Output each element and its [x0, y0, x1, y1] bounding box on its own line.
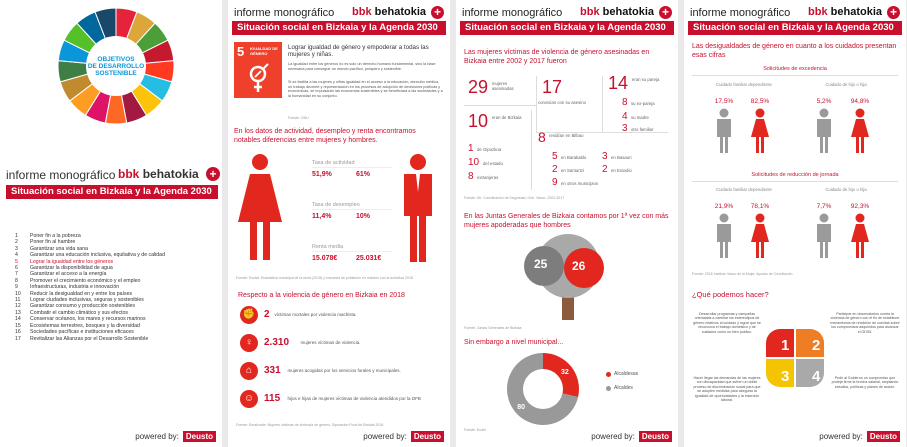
panel-subtitle: Situación social en Bizkaia y la Agenda 2030 [460, 21, 674, 35]
murder-stat-text: convivían con su asesino [538, 100, 587, 105]
murder-stat-text: del estado [483, 161, 503, 166]
sdg-text: Garantizar el acceso a la energía [30, 271, 107, 278]
deusto-logo: Deusto [639, 431, 672, 442]
woman-figure-icon [236, 152, 284, 262]
sdg-list-item [15, 336, 165, 342]
man-icon [715, 108, 733, 154]
plus-icon: + [887, 6, 900, 19]
legend-label: Alcaldesas [614, 371, 639, 377]
man-icon [815, 108, 833, 154]
report-label: informe monográfico [6, 168, 116, 182]
murder-stat-number: 2 [552, 164, 558, 175]
cover-panel [0, 0, 222, 447]
tree-icon [516, 232, 620, 320]
sdg-text: Garantizar consumo y producción sostenibles [30, 303, 135, 310]
section-activity-title: En los datos de actividad, desempleo y renta encontramos notables diferencias entre mujeres y hombres. [234, 128, 416, 144]
murder-stat-text: eran de Bizkaia [491, 115, 522, 120]
intro-p2: Si se facilita a las mujeres y niñas igualdad en el acceso a la educación, atención médica, un trabajo decente y representación en los procesos de adopción de decisiones políticas y económicas, se impulsarán las economías sostenibles y se beneficiará a las sociedades y a la humanidad en su conjunto. [288, 80, 443, 98]
man-icon [715, 213, 733, 259]
care-percent: 92,3% [850, 203, 870, 210]
sdg-number: 17 [15, 335, 21, 342]
action-text: Desarrollar programas y campañas orientadas a cambiar los estereotipos de género relativos al cuidado y lograr que se reconozca el trabajo doméstico y de cuidados como un bien público. [693, 312, 761, 334]
care-percent: 78,1% [750, 203, 770, 210]
legend-swatch [606, 386, 611, 391]
goal5-badge: 5 IGUALDAD DE GÉNERO [234, 42, 282, 98]
panel-care [684, 0, 906, 447]
cover-header [6, 166, 220, 184]
bbk-logo: bbk behatokia [118, 167, 199, 181]
sdg-text: Ecosistemas terrestres, bosques y la diversidad [30, 322, 140, 329]
murder-stat-number: 17 [542, 77, 563, 97]
action-number: 2 [812, 337, 821, 354]
panel-subtitle: Situación social en Bizkaia y la Agenda 2030 [232, 21, 446, 35]
care-percent: 5,2% [816, 98, 832, 105]
murder-stat-text: mujeres asesinadas [491, 81, 514, 91]
stat-women: 15.078€ [312, 255, 338, 262]
murders-source: Fuente: Dir. Coordinación de Seguridad, Gob. Vasco, 2002-2017 [464, 196, 565, 200]
sdg-text: Infraestructuras, industria e innovación [30, 284, 120, 291]
section-actions-title: ¿Qué podemos hacer? [692, 290, 769, 299]
sdg-text: Reducir la desigualdad en y entre los países [30, 290, 133, 297]
care-source: Fuente: 2018 Instituto Vasco de la Mujer, Ayudas de Conciliación [692, 272, 793, 276]
panel-activity [228, 0, 450, 447]
woman-figure [748, 98, 772, 159]
violence-text: víctimas mortales por violencia machista. [274, 312, 357, 317]
plus-icon: + [206, 167, 220, 181]
excedencia-title: Solicitudes de excedencia [763, 66, 827, 72]
municipal-source: Fuente: Eudel [464, 428, 486, 432]
fist-icon: ✊ [240, 306, 258, 324]
deusto-logo: Deusto [411, 431, 444, 442]
stat-label: Renta media [312, 244, 344, 250]
intro-p1: La igualdad entre los géneros no es solo un derecho humano fundamental, sino la base necesaria para conseguir un mundo pacífico, próspero y sostenible. [288, 62, 436, 71]
sdg-number: 1 [15, 233, 18, 239]
woman-icon [751, 213, 769, 259]
action-number: 4 [812, 368, 821, 385]
sdg-number: 6 [15, 265, 18, 272]
woman-figure [848, 98, 872, 159]
violence-text: hijos e hijas de mujeres víctimas de violencia atendidos por la DFB [287, 396, 421, 401]
stat-women: 51,9% [312, 171, 332, 178]
woman-icon [851, 108, 869, 154]
murder-stat-text: residían en Bilbao [549, 133, 584, 138]
murder-stat-text: su madre [631, 115, 649, 120]
murder-stat-number: 2 [602, 164, 608, 175]
plus-icon: + [431, 6, 444, 19]
murder-stat-number: 29 [468, 77, 489, 97]
woman-icon [851, 213, 869, 259]
action-number: 1 [781, 337, 790, 354]
murder-stat-text: de Gipuzkoa [477, 147, 502, 152]
intro-title: Lograr igualdad de género y empoderar a todas las mujeres y niñas. [288, 44, 429, 59]
murder-stat-text: extranjeras [477, 175, 499, 180]
sdg-text: Poner fin a la pobreza [30, 233, 81, 239]
sdg-text: Poner fin al hambre [30, 239, 76, 246]
stat-men: 10% [356, 213, 371, 220]
activity-source: Fuente: Eustat: Estadística municipal de la renta (2015) y encuesta de población en relación con la actividad 2018 [236, 276, 413, 280]
violence-text: mujeres víctimas de violencia. [300, 340, 361, 345]
venus-icon: ♀ [240, 334, 258, 352]
donut-value-label: 80 [517, 403, 526, 411]
murder-stat-text: en Barakaldo [561, 155, 587, 160]
sdg-number: 14 [15, 316, 21, 323]
violence-source: Fuente: Emakunde: Mujeres víctimas de violencia de género, Diputación Foral de Bizkaia 2018 [236, 423, 384, 427]
stat-label: Tasa de actividad [312, 160, 355, 166]
care-percent: 21,9% [714, 203, 734, 210]
murder-stat-text: otro familiar [631, 127, 654, 132]
exc-right-label: Cuidado de hijo o hija [825, 82, 867, 87]
legend-label: Alcaldes [614, 385, 633, 391]
care-percent: 82,5% [750, 98, 770, 105]
red-right-label: Cuidado de hijo o hija [825, 187, 867, 192]
sdg-number: 11 [15, 297, 21, 304]
plus-icon: + [659, 6, 672, 19]
exc-left-label: Cuidado familiar dependiente [716, 82, 772, 87]
murder-stat-number: 9 [552, 177, 558, 188]
sdg-number: 10 [15, 290, 21, 297]
panel-subtitle: Situación social en Bizkaia y la Agenda 2030 [688, 21, 902, 35]
panel-violence [456, 0, 678, 447]
action-text: Hacer llegar las demandas de las mujeres con discapacidad que sufren un doble proceso de discriminación social para que se adopten medidas para asegurar la igualdad de oportunidades y la inserción laboral. [693, 376, 761, 403]
murder-stat-text: en Erandio [611, 168, 632, 173]
murder-stat-number: 3 [602, 151, 608, 162]
murder-stat-text: su ex-pareja [631, 101, 655, 106]
men-count: 25 [534, 257, 548, 271]
sdg-number: 12 [15, 303, 21, 310]
sdg-number: 8 [15, 277, 18, 284]
murder-stat-number: 8 [538, 129, 546, 145]
woman-figure [848, 203, 872, 264]
footer: powered by: Deusto [591, 431, 672, 442]
violence-number: 115 [264, 393, 281, 404]
murder-stat-text: eran su pareja [631, 77, 660, 82]
murder-stat-number: 8 [468, 171, 474, 182]
sdg-number: 3 [15, 245, 18, 252]
sdg-text: Garantizar la disponibilidad de agua [30, 265, 113, 272]
man-figure [812, 203, 836, 264]
murder-stat-number: 1 [468, 143, 474, 154]
murder-stat-text: en Santurtzi [561, 168, 584, 173]
action-text: Pedir al Gobierno un compromiso que proteja firme la brecha salarial, ampliando estudios, políticas y planes de acción. [831, 376, 899, 389]
murder-stat-number: 3 [622, 123, 628, 134]
section-violence-title: Respecto a la violencia de género en Bizkaia en 2018 [238, 292, 405, 299]
shelter-icon: ⌂ [240, 362, 258, 380]
murder-stat-number: 8 [622, 97, 628, 108]
section-care-title: Las desigualdades de género en cuanto a los cuidados presentan esas cifras [692, 43, 897, 59]
stat-men: 25.031€ [356, 255, 382, 262]
man-figure [812, 98, 836, 159]
reduccion-title: Solicitudes de reducción de jornada [751, 172, 839, 178]
mayors-donut-chart [506, 352, 580, 426]
women-count: 26 [572, 259, 586, 273]
stat-label: Tasa de desempleo [312, 202, 360, 208]
sdg-number: 13 [15, 309, 21, 316]
stat-women: 11,4% [312, 213, 332, 220]
panel-header: informe monográfico bbk behatokia + [232, 4, 446, 22]
murder-stat-number: 14 [608, 73, 629, 93]
footer: powered by: Deusto [135, 431, 216, 442]
deusto-logo: Deusto [183, 431, 216, 442]
sdg-number: 9 [15, 284, 18, 291]
intro-source: Fuente: ONU [288, 116, 309, 120]
deusto-logo: Deusto [867, 431, 900, 442]
section-murders-title: Las mujeres víctimas de violencia de género asesinadas en Bizkaia entre 2002 y 2017 fueron [464, 49, 650, 65]
violence-number: 2 [264, 309, 270, 320]
woman-figure [748, 203, 772, 264]
woman-icon [751, 108, 769, 154]
man-figure [712, 98, 736, 159]
sdg-number: 7 [15, 271, 18, 278]
care-percent: 94,8% [850, 98, 870, 105]
violence-number: 2.310 [264, 337, 290, 348]
murder-stat-number: 10 [468, 111, 489, 131]
action-text: Participar en observatorios contra la violencia de género con el fin de establecer mecanismos de rendición de cuentas sobre los compromisos adquiridos para alcanzar el ODS5. [830, 312, 900, 334]
sdg-number: 2 [15, 239, 18, 246]
legend-swatch [606, 372, 611, 377]
section-juntas-title: En las Juntas Generales de Bizkaia contamos por 1ª vez con más mujeres apoderadas que hombres [464, 213, 669, 229]
murder-stat-number: 4 [622, 111, 628, 122]
gender-equality-icon [246, 62, 270, 94]
footer: powered by: Deusto [819, 431, 900, 442]
cover-subtitle: Situación social en Bizkaia y la Agenda 2030 [6, 185, 218, 199]
section-municipal-title: Sin embargo a nivel municipal... [464, 339, 564, 346]
murder-stat-number: 5 [552, 151, 558, 162]
donut-value-label: 32 [560, 369, 569, 377]
juntas-source: Fuente: Juntas Generales de Bizkaia [464, 326, 522, 330]
care-percent: 7,7% [816, 203, 832, 210]
sdg-number: 4 [15, 252, 18, 259]
sdg-text: Combatir el cambio climático y sus efectos [30, 309, 129, 316]
care-percent: 17,5% [714, 98, 734, 105]
man-figure [712, 203, 736, 264]
violence-text: mujeres acogidas por los servicios forales y municipales. [287, 368, 401, 373]
panel-header: informe monográfico bbk behatokia + [460, 4, 674, 22]
murder-stat-text: en Basauri [611, 155, 632, 160]
wheel-title: OBJETIVOS DE DESARROLLO SOSTENIBLE [87, 56, 145, 77]
sdg-text: Lograr la igualdad entre los géneros [30, 258, 114, 265]
sdg-text: Conservar océanos, los mares y recursos marinos [30, 316, 146, 323]
panel-header: informe monográfico bbk behatokia + [688, 4, 902, 22]
action-number: 3 [781, 368, 790, 385]
sdg-text: Lograr ciudades inclusivas, seguras y sostenibles [30, 297, 144, 304]
sdg-number: 16 [15, 329, 21, 336]
sdg-number: 5 [15, 258, 18, 265]
sdg-text: Revitalizar las Alianzas por el Desarrollo Sostenible [30, 335, 149, 342]
sdg-text: Garantizar una educación inclusiva, equitativa y de calidad [30, 252, 165, 259]
man-figure-icon [396, 152, 440, 264]
footer: powered by: Deusto [363, 431, 444, 442]
murder-stat-text: en otros municipios [561, 181, 599, 186]
red-left-label: Cuidado familiar dependiente [716, 187, 772, 192]
sdg-text: Sociedades pacíficas e instituciones eficaces [30, 329, 134, 336]
stat-men: 61% [356, 171, 371, 178]
sdg-text: Garantizar una vida sana [30, 245, 88, 252]
man-icon [815, 213, 833, 259]
violence-number: 331 [264, 365, 281, 376]
sdg-list [15, 233, 165, 342]
sdg-text: Promover el crecimiento económico y el empleo [30, 277, 141, 284]
murder-stat-number: 10 [468, 157, 480, 168]
sdg-number: 15 [15, 322, 21, 329]
child-icon: ☺ [240, 390, 258, 408]
